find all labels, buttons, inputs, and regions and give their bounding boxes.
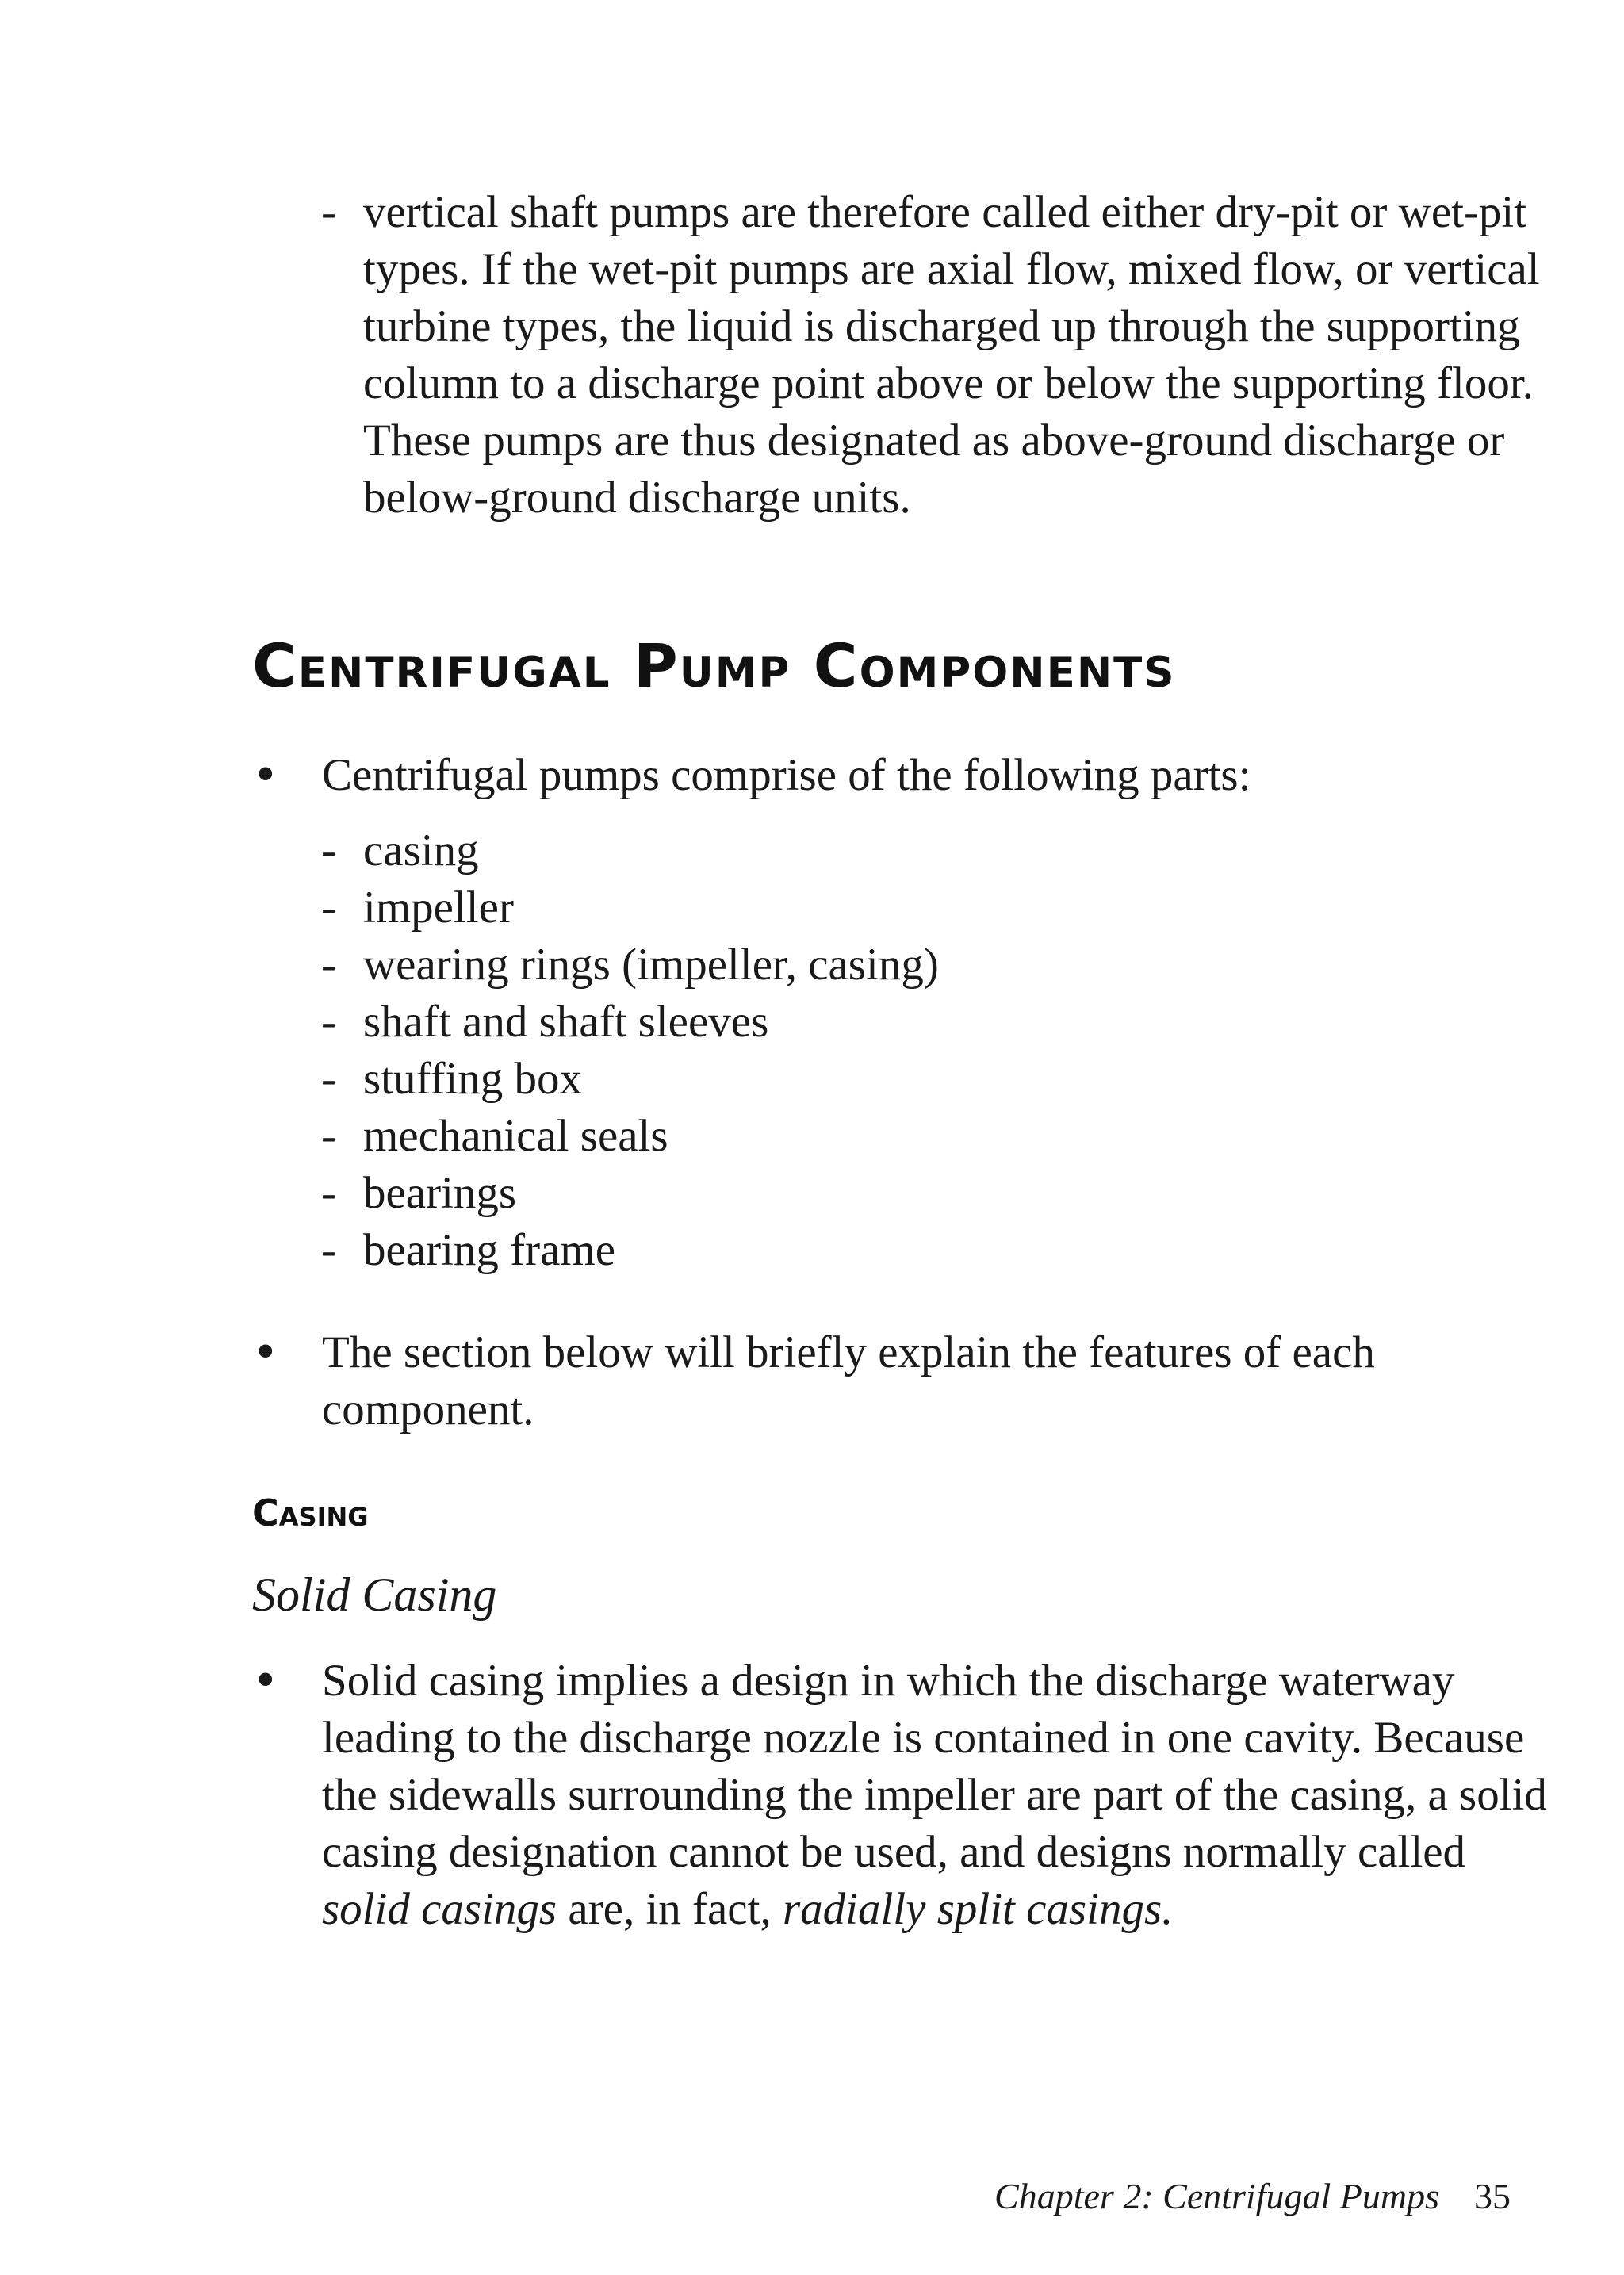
running-footer-chapter: Chapter 2: Centrifugal Pumps	[994, 2176, 1439, 2216]
dash-marker: -	[321, 187, 336, 237]
italic-term: radially split casings.	[782, 1884, 1174, 1934]
part-label: impeller	[363, 883, 514, 933]
part-label: wearing rings (impeller, casing)	[363, 940, 939, 990]
dash-marker: -	[321, 1168, 336, 1218]
subsubsection-title: Solid Casing	[252, 1568, 497, 1621]
bullet-text-part: Solid casing implies a design in which the discharge waterway leading to the discharge nozzle is contained in one cavity. Because the sidewalls surrounding the impeller are part of the casing, a solid casing designation cannot be used, and designs normally called	[322, 1656, 1547, 1877]
italic-term: solid casings	[322, 1884, 557, 1934]
part-label: stuffing box	[363, 1054, 583, 1104]
subsection-title: Casing	[252, 1492, 369, 1534]
dash-marker: -	[321, 1225, 336, 1275]
part-label: mechanical seals	[363, 1111, 668, 1161]
section-title: Centrifugal Pump Components	[252, 630, 1176, 701]
bullet-icon: •	[252, 749, 279, 802]
bullet-text-part: are, in fact,	[557, 1884, 783, 1934]
bullet-text: The section below will briefly explain the features of each component.	[322, 1327, 1375, 1434]
dash-marker: -	[321, 997, 336, 1047]
page-number: 35	[1474, 2176, 1511, 2216]
part-label: bearings	[363, 1168, 517, 1218]
dash-marker: -	[321, 940, 336, 990]
dash-marker: -	[321, 825, 336, 875]
dash-marker: -	[321, 883, 336, 933]
intro-text: vertical shaft pumps are therefore called either dry-pit or wet-pit types. If the wet-pit pumps are axial flow, mixed flow, or vertical turbine types, the liquid is discharged up through the supporting column to a discharge point above or below the supporting floor. These pumps are thus designated as above-ground discharge or below-ground discharge units.	[363, 187, 1540, 523]
dash-marker: -	[321, 1111, 336, 1161]
page-footer	[994, 2174, 1511, 2219]
part-label: shaft and shaft sleeves	[363, 997, 769, 1047]
bullet-icon: •	[252, 1655, 279, 1707]
dash-marker: -	[321, 1054, 336, 1104]
bullet-text: Centrifugal pumps comprise of the following parts:	[322, 750, 1251, 800]
part-label: casing	[363, 825, 479, 875]
bullet-icon: •	[252, 1327, 279, 1379]
part-label: bearing frame	[363, 1225, 616, 1275]
bullet-text	[322, 1653, 1559, 1938]
